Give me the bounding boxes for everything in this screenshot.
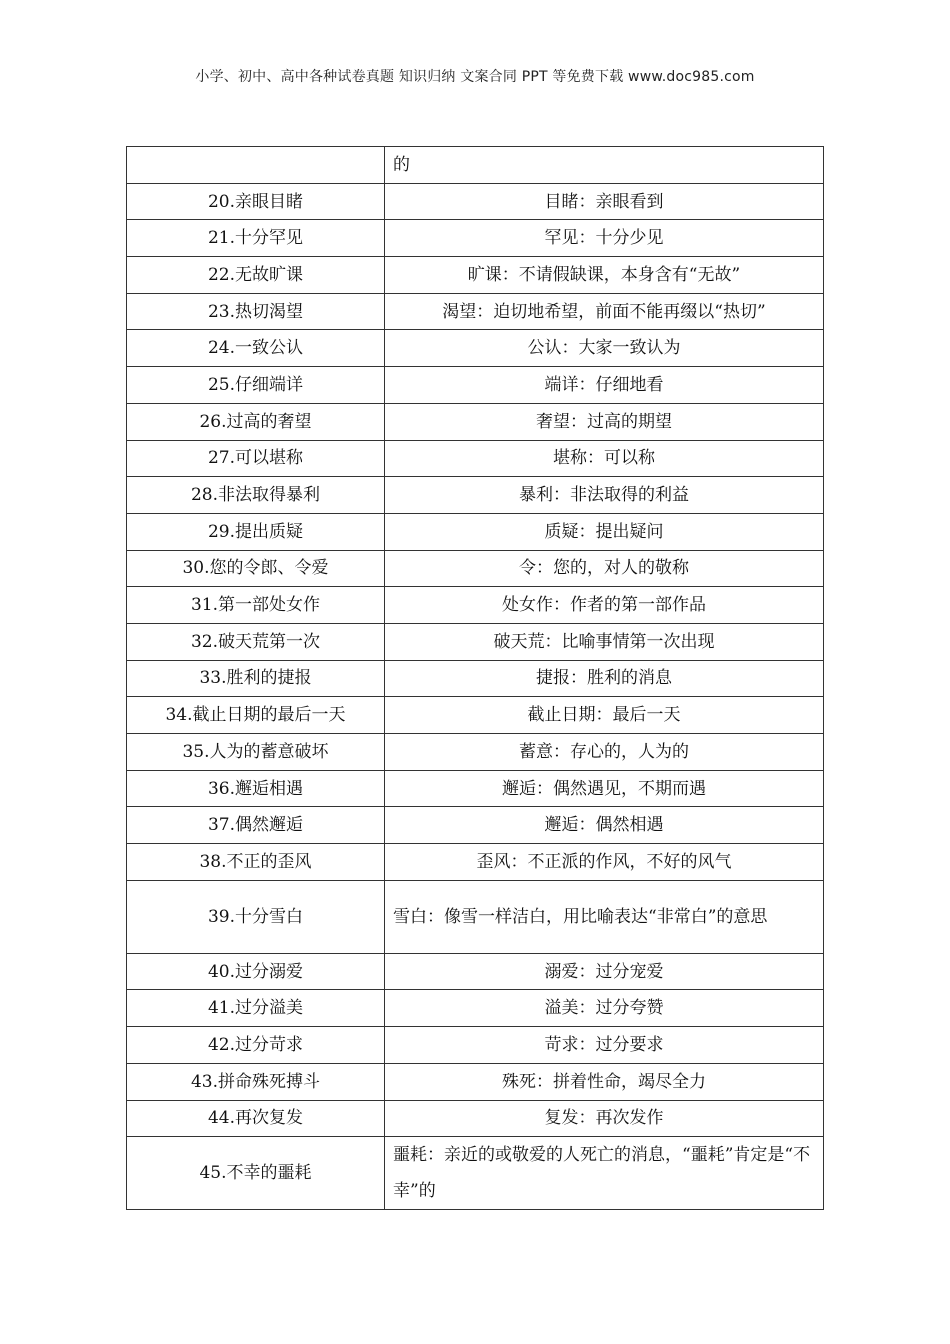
table-row bbox=[127, 330, 824, 367]
table-row bbox=[127, 990, 824, 1027]
term-cell: 28.非法取得暴利 bbox=[127, 477, 385, 514]
table-row bbox=[127, 477, 824, 514]
table-row bbox=[127, 880, 824, 953]
definition-cell: 捷报：胜利的消息 bbox=[385, 660, 824, 697]
term-cell: 21.十分罕见 bbox=[127, 220, 385, 257]
definition-cell: 殊死：拼着性命，竭尽全力 bbox=[385, 1063, 824, 1100]
table-row bbox=[127, 183, 824, 220]
definition-cell: 奢望：过高的期望 bbox=[385, 403, 824, 440]
definition-cell: 端详：仔细地看 bbox=[385, 367, 824, 404]
term-cell: 31.第一部处女作 bbox=[127, 587, 385, 624]
definition-cell: 苛求：过分要求 bbox=[385, 1027, 824, 1064]
definition-cell: 复发：再次发作 bbox=[385, 1100, 824, 1137]
term-cell: 34.截止日期的最后一天 bbox=[127, 697, 385, 734]
definition-cell: 歪风：不正派的作风，不好的风气 bbox=[385, 844, 824, 881]
definition-cell: 罕见：十分少见 bbox=[385, 220, 824, 257]
term-cell: 20.亲眼目睹 bbox=[127, 183, 385, 220]
term-cell: 38.不正的歪风 bbox=[127, 844, 385, 881]
table-row bbox=[127, 660, 824, 697]
definition-cell: 噩耗：亲近的或敬爱的人死亡的消息，“噩耗”肯定是“不幸”的 bbox=[385, 1137, 824, 1210]
definition-cell: 质疑：提出疑问 bbox=[385, 513, 824, 550]
table-row bbox=[127, 844, 824, 881]
table-row bbox=[127, 367, 824, 404]
table-row bbox=[127, 403, 824, 440]
table-row bbox=[127, 550, 824, 587]
definition-cell: 处女作：作者的第一部作品 bbox=[385, 587, 824, 624]
definition-cell: 堪称：可以称 bbox=[385, 440, 824, 477]
table-row bbox=[127, 513, 824, 550]
table-row bbox=[127, 257, 824, 294]
definition-cell: 暴利：非法取得的利益 bbox=[385, 477, 824, 514]
term-cell: 29.提出质疑 bbox=[127, 513, 385, 550]
term-cell: 22.无故旷课 bbox=[127, 257, 385, 294]
term-cell: 41.过分溢美 bbox=[127, 990, 385, 1027]
definition-cell: 目睹：亲眼看到 bbox=[385, 183, 824, 220]
term-cell: 43.拼命殊死搏斗 bbox=[127, 1063, 385, 1100]
table-row bbox=[127, 1027, 824, 1064]
table-row bbox=[127, 220, 824, 257]
term-cell: 36.邂逅相遇 bbox=[127, 770, 385, 807]
definition-cell: 渴望：迫切地希望，前面不能再缀以“热切” bbox=[385, 293, 824, 330]
table-row bbox=[127, 1100, 824, 1137]
page-header: 小学、初中、高中各种试卷真题 知识归纳 文案合同 PPT 等免费下载 www.doc985.com bbox=[195, 69, 755, 85]
term-cell: 25.仔细端详 bbox=[127, 367, 385, 404]
table-row bbox=[127, 440, 824, 477]
table-row bbox=[127, 770, 824, 807]
table-row bbox=[127, 587, 824, 624]
term-cell: 40.过分溺爱 bbox=[127, 953, 385, 990]
term-cell: 42.过分苛求 bbox=[127, 1027, 385, 1064]
term-cell: 45.不幸的噩耗 bbox=[127, 1137, 385, 1210]
term-cell: 27.可以堪称 bbox=[127, 440, 385, 477]
term-cell: 23.热切渴望 bbox=[127, 293, 385, 330]
term-cell bbox=[127, 147, 385, 184]
definition-cell: 雪白：像雪一样洁白，用比喻表达“非常白”的意思 bbox=[385, 880, 824, 953]
term-cell: 30.您的令郎、令爱 bbox=[127, 550, 385, 587]
term-cell: 32.破天荒第一次 bbox=[127, 623, 385, 660]
definition-cell: 溺爱：过分宠爱 bbox=[385, 953, 824, 990]
definition-cell: 邂逅：偶然遇见，不期而遇 bbox=[385, 770, 824, 807]
table-row bbox=[127, 807, 824, 844]
table-row bbox=[127, 697, 824, 734]
definition-cell: 令：您的，对人的敬称 bbox=[385, 550, 824, 587]
table-row bbox=[127, 734, 824, 771]
term-cell: 26.过高的奢望 bbox=[127, 403, 385, 440]
table-row bbox=[127, 623, 824, 660]
table-row bbox=[127, 1063, 824, 1100]
term-cell: 39.十分雪白 bbox=[127, 880, 385, 953]
definition-cell: 截止日期：最后一天 bbox=[385, 697, 824, 734]
definition-cell: 公认：大家一致认为 bbox=[385, 330, 824, 367]
term-cell: 44.再次复发 bbox=[127, 1100, 385, 1137]
definition-cell: 邂逅：偶然相遇 bbox=[385, 807, 824, 844]
definition-cell: 蓄意：存心的，人为的 bbox=[385, 734, 824, 771]
table-row bbox=[127, 1137, 824, 1210]
vocabulary-table bbox=[126, 146, 824, 1210]
term-cell: 33.胜利的捷报 bbox=[127, 660, 385, 697]
term-cell: 35.人为的蓄意破坏 bbox=[127, 734, 385, 771]
definition-cell: 旷课：不请假缺课，本身含有“无故” bbox=[385, 257, 824, 294]
definition-cell: 破天荒：比喻事情第一次出现 bbox=[385, 623, 824, 660]
table-row bbox=[127, 147, 824, 184]
term-cell: 37.偶然邂逅 bbox=[127, 807, 385, 844]
table-row bbox=[127, 293, 824, 330]
definition-cell: 溢美：过分夸赞 bbox=[385, 990, 824, 1027]
table-row bbox=[127, 953, 824, 990]
term-cell: 24.一致公认 bbox=[127, 330, 385, 367]
definition-cell: 的 bbox=[385, 147, 824, 184]
